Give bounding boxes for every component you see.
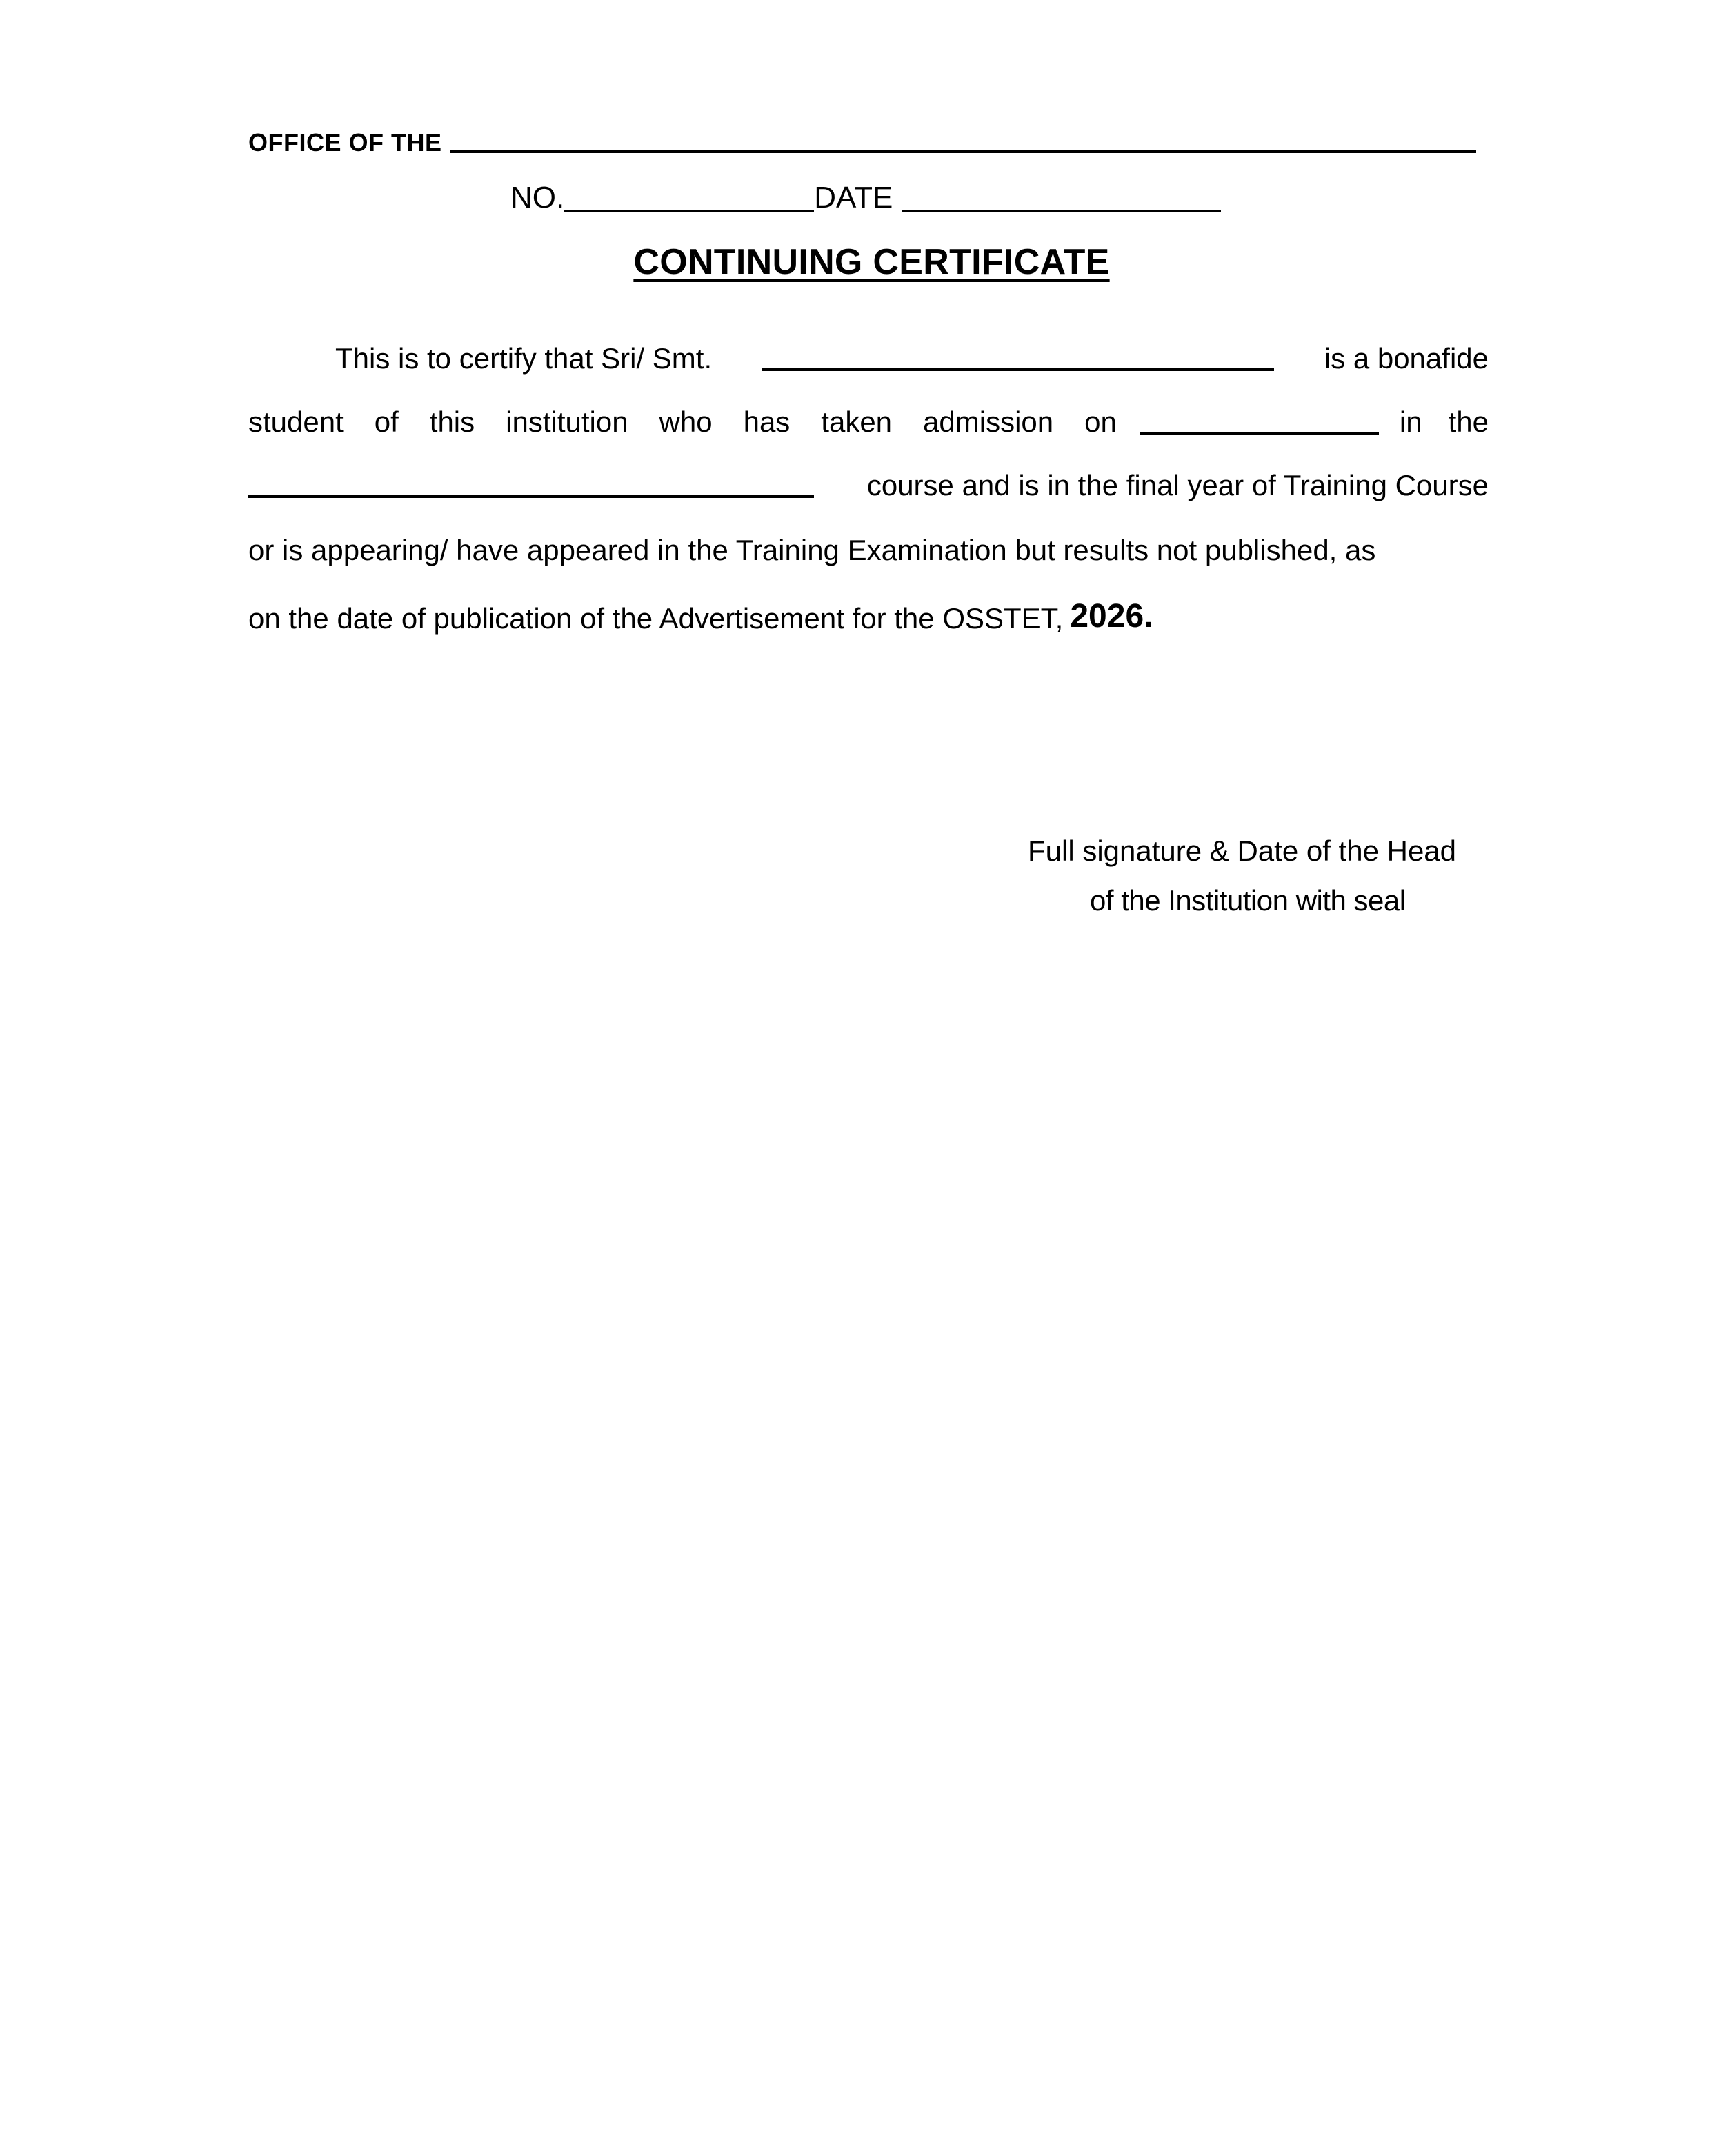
office-name-blank — [450, 131, 1477, 153]
word: taken — [821, 406, 893, 438]
word: on — [1084, 406, 1117, 438]
word: who — [659, 406, 713, 438]
bonafide-text: is a bonafide — [1324, 342, 1489, 375]
body-line-1 — [248, 342, 1489, 375]
word: in — [1399, 406, 1422, 438]
word: has — [743, 406, 791, 438]
number-label: NO. — [510, 181, 565, 214]
body-line-4 — [248, 534, 1489, 567]
word: admission — [923, 406, 1054, 438]
number-date-row — [510, 181, 1221, 215]
number-blank — [564, 183, 814, 212]
examination-text: or is appearing/ have appeared in the Training Examination but results not published, as — [248, 534, 1376, 566]
body-line-2 — [248, 406, 1489, 439]
admission-text — [248, 406, 1117, 439]
certify-text: This is to certify that Sri/ Smt. — [335, 342, 713, 375]
word: this — [429, 406, 475, 438]
word: institution — [506, 406, 628, 438]
certificate-title-row — [0, 241, 1710, 283]
office-header — [248, 128, 1476, 157]
signature-line-2: of the Institution with seal — [1090, 884, 1406, 917]
word: the — [1448, 406, 1489, 438]
course-text: course and is in the final year of Training Course — [866, 469, 1489, 501]
course-name-blank — [248, 472, 814, 498]
word: student — [248, 406, 344, 438]
student-name-blank — [762, 345, 1274, 371]
exam-year: 2026. — [1070, 598, 1153, 635]
date-blank — [902, 183, 1221, 212]
office-label: OFFICE OF THE — [248, 128, 442, 157]
word: of — [374, 406, 399, 438]
signature-line-1: Full signature & Date of the Head — [1028, 835, 1457, 867]
body-line-3 — [248, 469, 1489, 502]
publication-text: on the date of publication of the Advertisement for the OSSTET, — [248, 602, 1064, 635]
certificate-title: CONTINUING CERTIFICATE — [633, 242, 1110, 282]
body-line-5 — [248, 597, 1489, 635]
in-the-text — [1400, 406, 1489, 439]
date-label: DATE — [814, 181, 893, 214]
admission-date-blank — [1140, 408, 1379, 435]
